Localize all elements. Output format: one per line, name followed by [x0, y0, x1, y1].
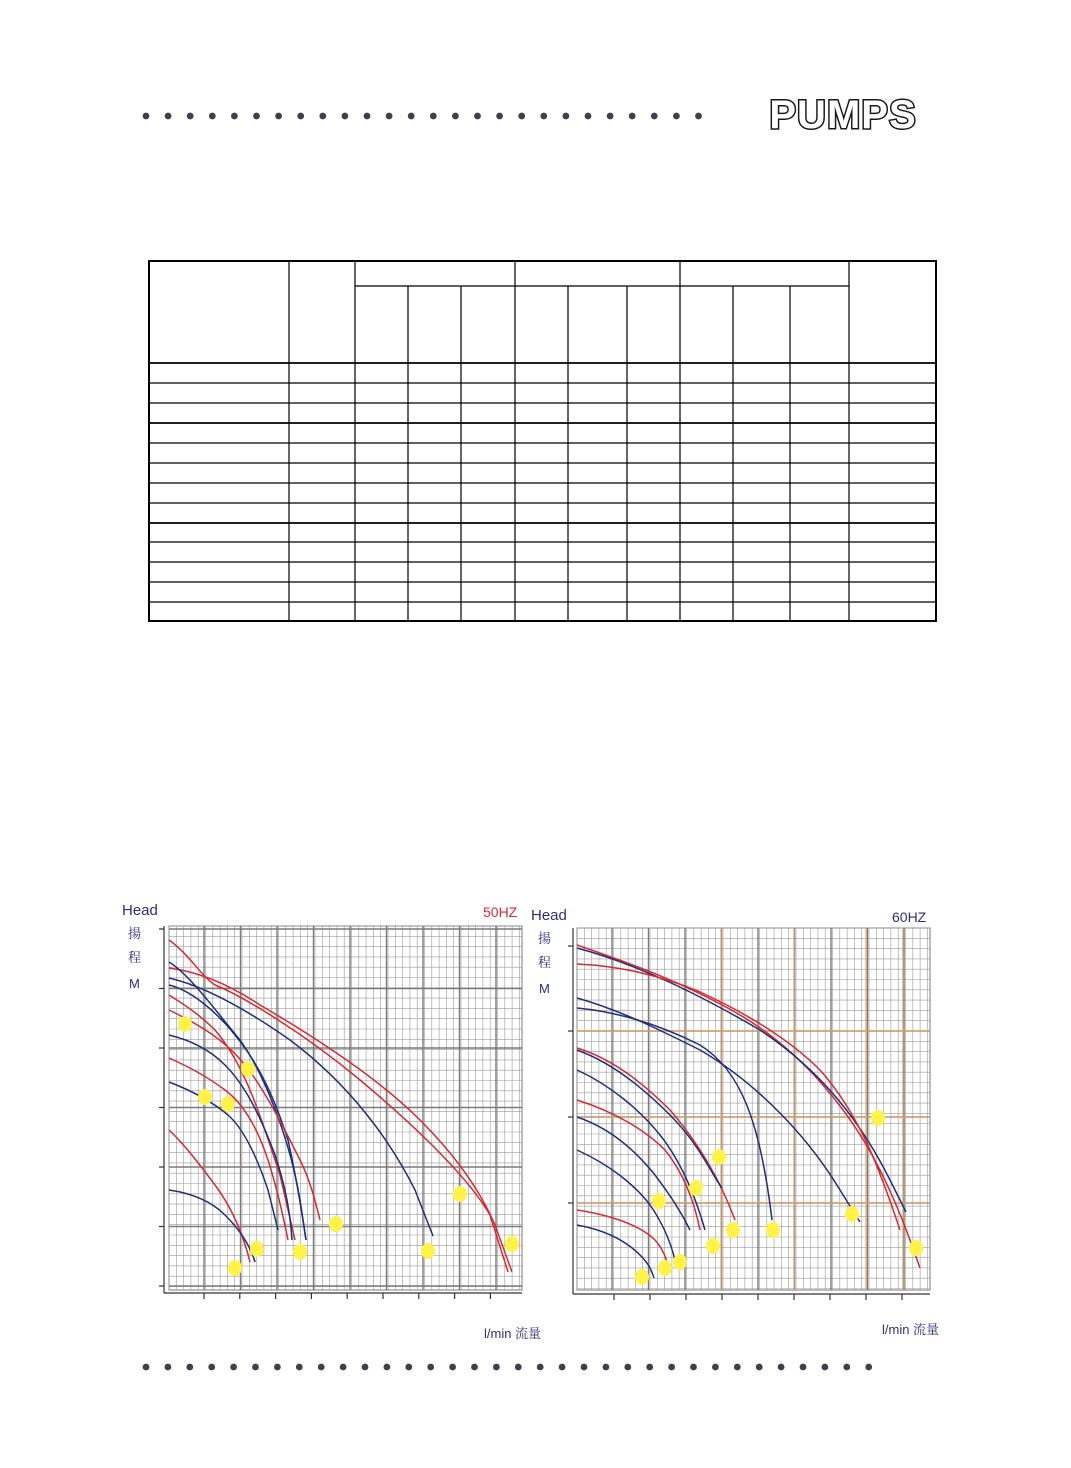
bottom-dot: [427, 1364, 434, 1371]
bottom-dot: [493, 1364, 500, 1371]
bottom-dot: [318, 1364, 325, 1371]
bottom-dot: [230, 1364, 237, 1371]
bottom-dot: [274, 1364, 281, 1371]
bottom-dot: [537, 1364, 544, 1371]
bottom-dot: [822, 1364, 829, 1371]
bottom-dot: [690, 1364, 697, 1371]
bottom-dot: [405, 1364, 412, 1371]
bottom-dot: [668, 1364, 675, 1371]
left-x-axis-label: l/min 流量: [484, 1326, 542, 1341]
brand-text: PUMPS: [769, 93, 917, 136]
left-head-label: Head: [122, 902, 158, 919]
left-head-label-cn-2: 程: [128, 950, 142, 965]
right-head-label-cn-2: 程: [538, 955, 552, 970]
right-frequency-label: 60HZ: [892, 909, 927, 925]
bottom-dot: [515, 1364, 522, 1371]
bottom-dot: [756, 1364, 763, 1371]
bottom-dot: [581, 1364, 588, 1371]
bottom-dot: [340, 1364, 347, 1371]
bottom-dot: [143, 1364, 150, 1371]
bottom-dot: [624, 1364, 631, 1371]
bottom-dot: [646, 1364, 653, 1371]
bottom-dot: [603, 1364, 610, 1371]
bottom-dot: [843, 1364, 850, 1371]
bottom-dot: [778, 1364, 785, 1371]
bottom-dot: [712, 1364, 719, 1371]
right-head-label-cn-1: 揚: [538, 931, 552, 946]
right-head-unit: M: [539, 981, 550, 996]
bottom-dot: [734, 1364, 741, 1371]
right-x-axis-label: l/min 流量: [882, 1322, 940, 1337]
bottom-dot: [384, 1364, 391, 1371]
right-head-label: Head: [531, 907, 567, 924]
bottom-dot: [296, 1364, 303, 1371]
bottom-dot: [208, 1364, 215, 1371]
bottom-dot: [186, 1364, 193, 1371]
bottom-dot: [252, 1364, 259, 1371]
left-head-unit: M: [129, 976, 140, 991]
left-frequency-label: 50HZ: [483, 904, 518, 920]
bottom-dot: [559, 1364, 566, 1371]
bottom-dot: [165, 1364, 172, 1371]
bottom-dot: [471, 1364, 478, 1371]
bottom-dot: [362, 1364, 369, 1371]
left-head-label-cn-1: 揚: [128, 926, 142, 941]
bottom-dot: [800, 1364, 807, 1371]
bottom-dot: [449, 1364, 456, 1371]
bottom-dot: [865, 1364, 872, 1371]
